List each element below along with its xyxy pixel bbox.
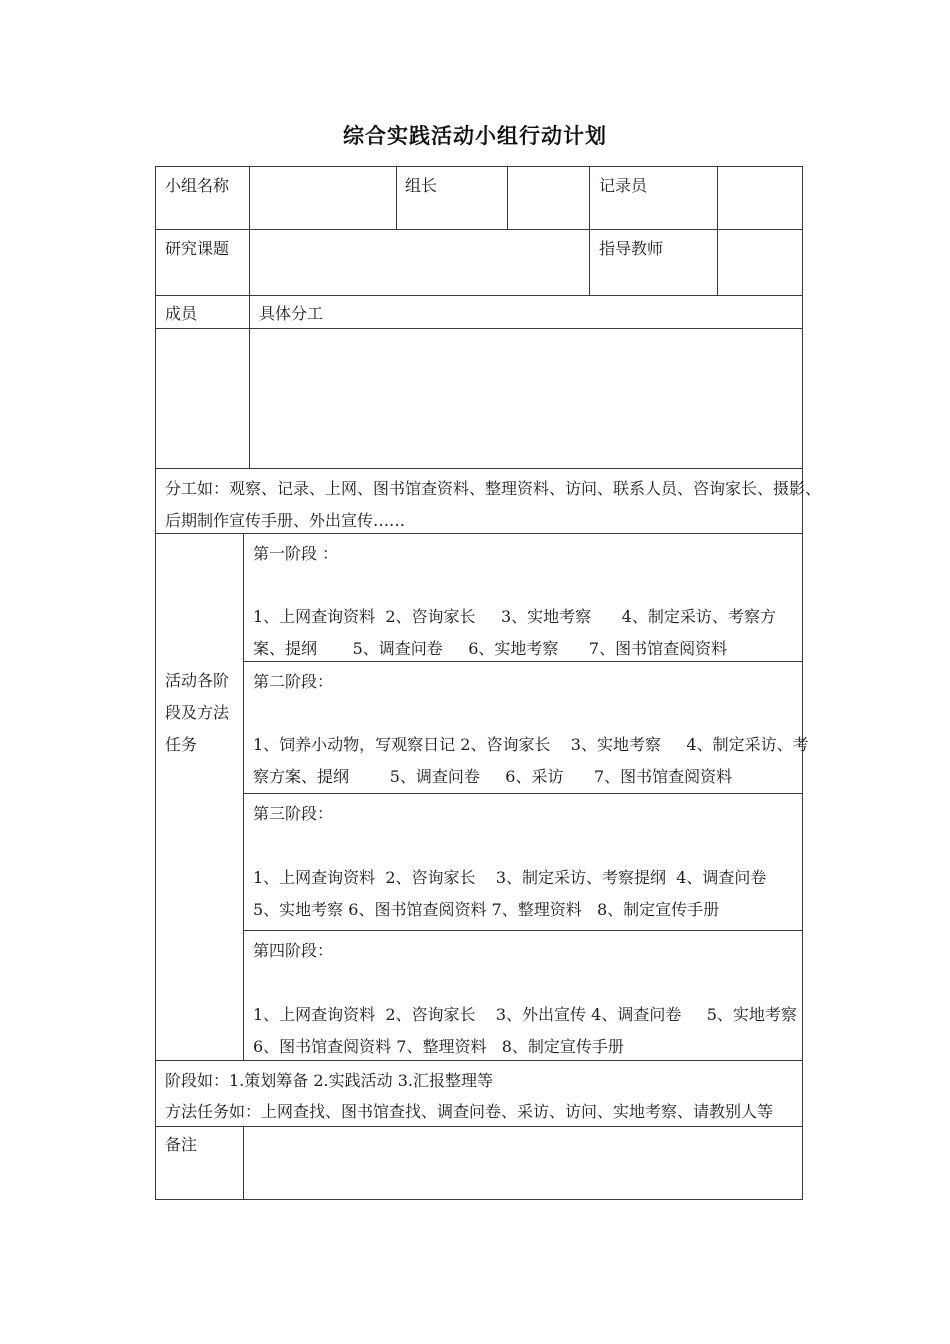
stage-tasks-line: 1、上网查询资料 2、咨询家长 3、实地考察 4、制定采访、考察方 (253, 607, 776, 626)
table-rule (155, 468, 803, 469)
method-example-line: 方法任务如：上网查找、图书馆查找、调查问卷、采访、访问、实地考察、请教别人等 (165, 1102, 774, 1121)
division-example-line: 分工如：观察、记录、上网、图书馆查资料、整理资料、访问、联系人员、咨询家长、摄影、 (165, 479, 822, 498)
table-rule (155, 295, 803, 296)
table-rule (243, 793, 803, 794)
stage-tasks-line: 6、图书馆查阅资料 7、整理资料 8、制定宣传手册 (253, 1037, 624, 1056)
stages-label: 段及方法 (165, 703, 230, 722)
table-border-bottom (155, 1199, 803, 1200)
members-label: 成员 (165, 304, 198, 323)
stage-tasks-line: 1、上网查询资料 2、咨询家长 3、外出宣传 4、调查问卷 5、实地考察 (253, 1005, 797, 1024)
stage-tasks-line: 案、提纲 5、调查问卷 6、实地考察 7、图书馆查阅资料 (253, 639, 728, 658)
stage-title: 第三阶段： (253, 804, 334, 823)
leader-label: 组长 (405, 176, 438, 195)
teacher-label: 指导教师 (599, 239, 664, 258)
stage-title: 第二阶段： (253, 672, 334, 691)
recorder-label: 记录员 (599, 176, 648, 195)
stages-label: 任务 (165, 735, 198, 754)
group-name-label: 小组名称 (165, 176, 230, 195)
stage-title: 第一阶段 ： (253, 544, 339, 563)
stage-tasks-line: 察方案、提纲 5、调查问卷 6、采访 7、图书馆查阅资料 (253, 767, 733, 786)
table-border-top (155, 166, 803, 167)
table-rule (155, 229, 803, 230)
table-col-rule (589, 166, 590, 296)
division-label: 具体分工 (259, 304, 324, 323)
stage-tasks-line: 1、饲养小动物，写观察日记 2、咨询家长 3、实地考察 4、制定采访、考 (253, 735, 809, 754)
stages-label: 活动各阶 (165, 671, 230, 690)
table-col-rule (243, 533, 244, 1061)
table-rule (155, 328, 803, 329)
table-rule (243, 930, 803, 931)
method-example-line: 阶段如：1.策划筹备 2.实践活动 3.汇报整理等 (165, 1071, 493, 1090)
remarks-label: 备注 (165, 1135, 198, 1154)
table-border-right (802, 166, 803, 1200)
topic-label: 研究课题 (165, 239, 230, 258)
stage-tasks-line: 5、实地考察 6、图书馆查阅资料 7、整理资料 8、制定宣传手册 (253, 900, 720, 919)
table-col-rule (717, 166, 718, 296)
stage-title: 第四阶段： (253, 941, 334, 960)
stage-tasks-line: 1、上网查询资料 2、咨询家长 3、制定采访、考察提纲 4、调查问卷 (253, 868, 767, 887)
table-col-rule (507, 166, 508, 230)
table-col-rule (243, 1126, 244, 1200)
table-col-rule (396, 166, 397, 230)
table-col-rule (249, 295, 250, 469)
table-col-rule (249, 166, 250, 296)
page-title: 综合实践活动小组行动计划 (343, 124, 607, 148)
division-example-line: 后期制作宣传手册、外出宣传…… (165, 511, 406, 530)
table-border-left (155, 166, 156, 1200)
